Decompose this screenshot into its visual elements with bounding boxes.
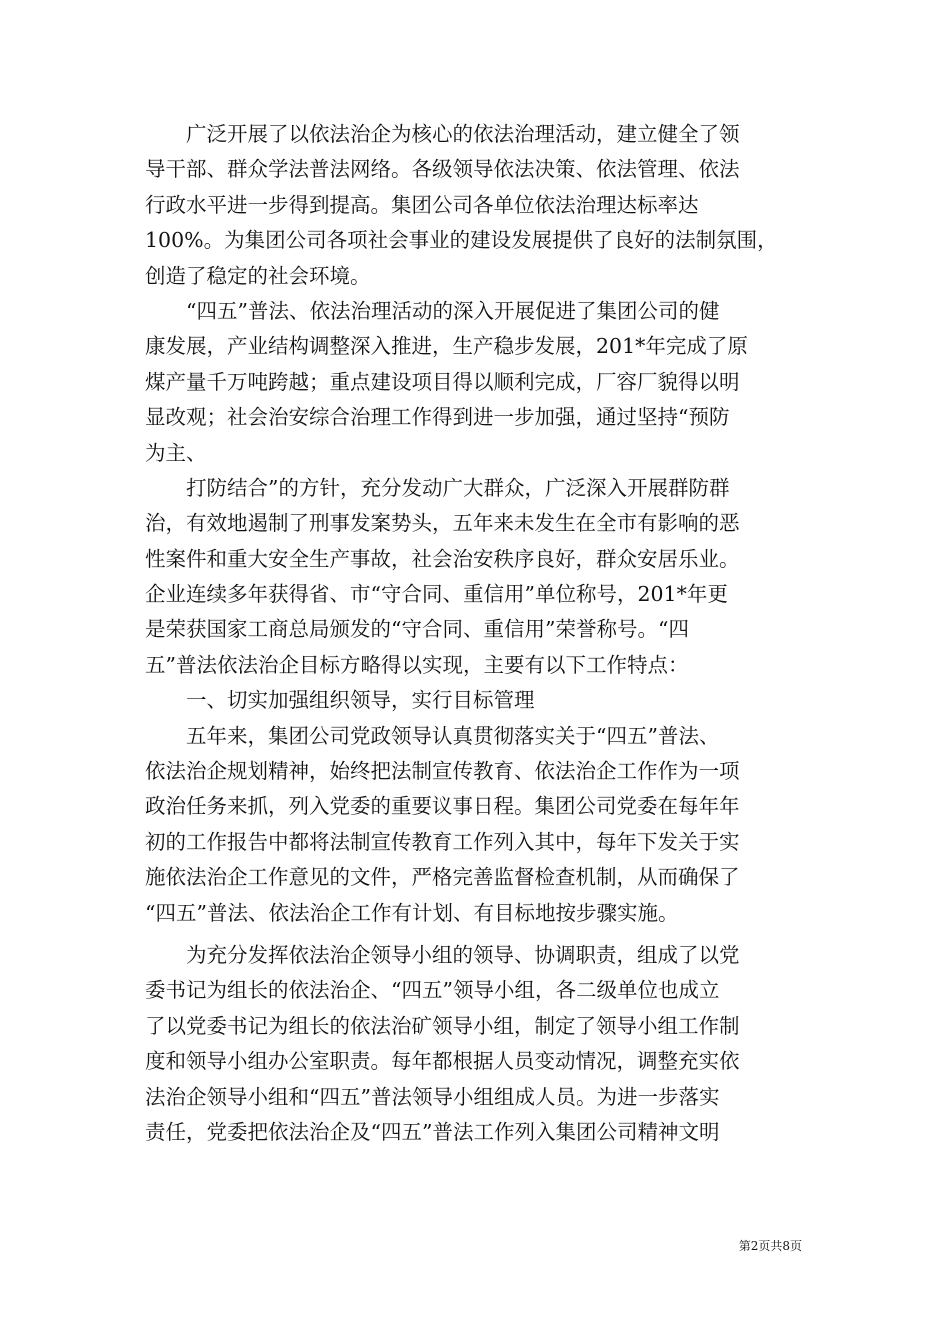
text-line: 五年来，集团公司党政领导认真贯彻落实关于“四五”普法、: [145, 723, 720, 748]
section-heading: 一、切实加强组织领导，实行目标管理: [145, 688, 535, 713]
text-line: 为主、: [145, 440, 207, 465]
text-line: 施依法治企工作意见的文件，严格完善监督检查机制，从而确保了: [145, 865, 740, 890]
text-line: 依法治企规划精神，始终把法制宣传教育、依法治企工作作为一项: [145, 759, 740, 784]
text-line: 行政水平进一步得到提高。集团公司各单位依法治理达标率达: [145, 192, 699, 217]
text-line: 打防结合”的方针，充分发动广大群众，广泛深入开展群防群: [145, 475, 730, 500]
text-line: 政治任务来抓，列入党委的重要议事日程。集团公司党委在每年年: [145, 794, 740, 819]
document-body: [145, 117, 810, 1150]
text-line: 责任，党委把依法治企及“四五”普法工作列入集团公司精神文明: [145, 1119, 720, 1144]
text-line: 广泛开展了以依法治企为核心的依法治理活动，建立健全了领: [145, 122, 740, 146]
text-line: 为充分发挥依法治企领导小组的领导、协调职责，组成了以党: [145, 942, 740, 967]
text-line: 五”普法依法治企目标方略得以实现，主要有以下工作特点：: [145, 652, 689, 677]
text-line: 度和领导小组办公室职责。每年都根据人员变动情况，调整充实依: [145, 1049, 740, 1074]
text-line: 100%。为集团公司各项社会事业的建设发展提供了良好的法制氛围，: [145, 228, 778, 253]
text-line: 康发展，产业结构调整深入推进，生产稳步发展，201*年完成了原: [145, 334, 748, 359]
text-line: 导干部、群众学法普法网络。各级领导依法决策、依法管理、依法: [145, 157, 740, 182]
text-line: 创造了稳定的社会环境。: [145, 263, 371, 288]
text-line: 显改观；社会治安综合治理工作得到进一步加强，通过坚持“预防: [145, 405, 730, 430]
text-line: 委书记为组长的依法治企、“四五”领导小组，各二级单位也成立: [145, 978, 720, 1003]
text-line: 初的工作报告中都将法制宣传教育工作列入其中，每年下发关于实: [145, 829, 740, 854]
text-line: 企业连续多年获得省、市“守合同、重信用”单位称号，201*年更: [145, 582, 728, 607]
text-line: “四五”普法、依法治理活动的深入开展促进了集团公司的健: [145, 298, 720, 323]
text-line: 法治企领导小组和“四五”普法领导小组组成人员。为进一步落实: [145, 1084, 720, 1109]
text-line: “四五”普法、依法治企工作有计划、有目标地按步骤实施。: [145, 900, 679, 925]
text-line: 治，有效地遏制了刑事发案势头，五年来未发生在全市有影响的恶: [145, 511, 740, 536]
text-line: 了以党委书记为组长的依法治矿领导小组，制定了领导小组工作制: [145, 1013, 740, 1038]
text-line: 性案件和重大安全生产事故，社会治安秩序良好，群众安居乐业。: [145, 546, 740, 571]
text-line: 是荣获国家工商总局颁发的“守合同、重信用”荣誉称号。“四: [145, 617, 689, 642]
page-number: 第2页共8页: [738, 1239, 802, 1253]
text-line: 煤产量千万吨跨越；重点建设项目得以顺利完成，厂容厂貌得以明: [145, 369, 740, 394]
